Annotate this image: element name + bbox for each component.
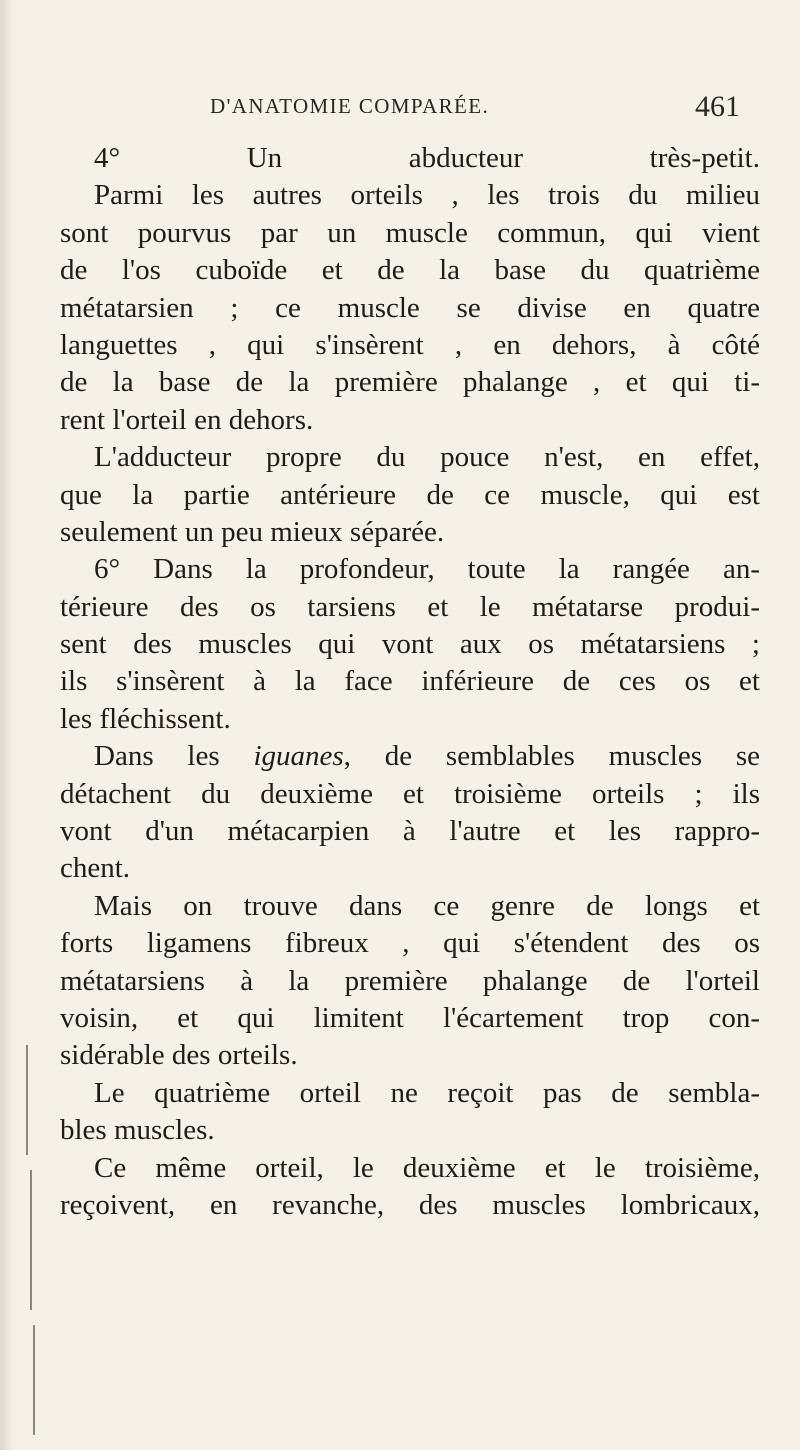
- text-line: sent des muscles qui vont aux os métatarsiens ;: [60, 628, 760, 661]
- text-line: Mais on trouve dans ce genre de longs et: [94, 889, 760, 922]
- text-line: les fléchissent.: [60, 702, 231, 735]
- text-line: bles muscles.: [60, 1114, 215, 1147]
- text-line: ils s'insèrent à la face inférieure de ces os et: [60, 665, 760, 698]
- text-line: seulement un peu mieux séparée.: [60, 515, 445, 548]
- margin-stain: [26, 1045, 28, 1155]
- text-line: languettes , qui s'insèrent , en dehors, à côté: [60, 328, 760, 361]
- text-line: sidérable des orteils.: [60, 1039, 298, 1072]
- text-segment: Dans les: [94, 740, 220, 773]
- running-head: D'ANATOMIE COMPARÉE.: [210, 94, 490, 118]
- text-line: 6° Dans la profondeur, toute la rangée an-: [94, 553, 760, 586]
- italic-term: iguanes: [253, 740, 344, 773]
- text-line-with-italic: [60, 738, 760, 775]
- text-line: L'adducteur propre du pouce n'est, en effet,: [94, 441, 760, 474]
- text-line: détachent du deuxième et troisième orteils ; ils: [60, 777, 760, 810]
- text-line: rent l'orteil en dehors.: [60, 403, 314, 436]
- text-line: térieure des os tarsiens et le métatarse produi-: [60, 590, 760, 623]
- text-line: sont pourvus par un muscle commun, qui vient: [60, 216, 760, 249]
- text-line: vont d'un métacarpien à l'autre et les rappro-: [60, 815, 760, 848]
- text-line: métatarsien ; ce muscle se divise en quatre: [60, 291, 760, 324]
- text-line: 4° Un abducteur très-petit.: [94, 142, 760, 174]
- margin-stain: [30, 1170, 32, 1310]
- text-line: Le quatrième orteil ne reçoit pas de sembla-: [94, 1076, 760, 1109]
- text-line: de l'os cuboïde et de la base du quatrième: [60, 254, 760, 287]
- text-line: reçoivent, en revanche, des muscles lombricaux,: [60, 1188, 760, 1221]
- text-line: Parmi les autres orteils , les trois du milieu: [94, 179, 760, 212]
- page-number: 461: [695, 90, 740, 123]
- text-line: forts ligamens fibreux , qui s'étendent des os: [60, 927, 760, 960]
- text-line: métatarsiens à la première phalange de l'orteil: [60, 964, 760, 997]
- body-text: [60, 140, 760, 1224]
- text-line: de la base de la première phalange , et qui ti-: [60, 366, 760, 399]
- text-line: chent.: [60, 852, 131, 885]
- page-header: [210, 90, 740, 128]
- text-line: que la partie antérieure de ce muscle, qui est: [60, 478, 760, 511]
- margin-stain: [33, 1325, 35, 1435]
- text-line: voisin, et qui limitent l'écartement trop con-: [60, 1001, 760, 1034]
- text-line: Ce même orteil, le deuxième et le troisième,: [94, 1151, 760, 1184]
- text-segment: , de semblables muscles se: [343, 740, 760, 773]
- page-edge-shadow: [0, 0, 14, 1450]
